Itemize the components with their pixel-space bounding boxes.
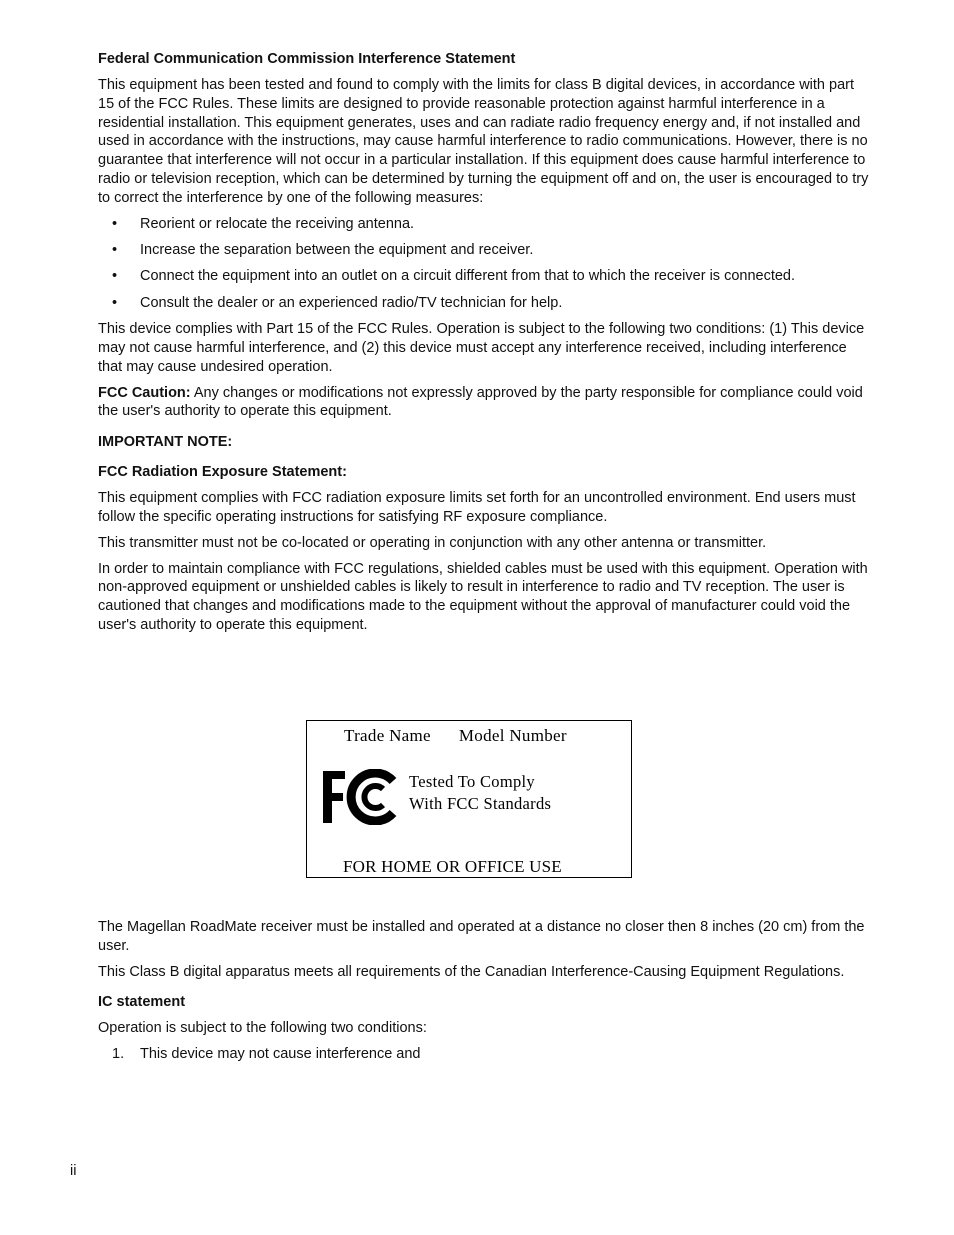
cables-paragraph: In order to maintain compliance with FCC regulations, shielded cables must be used with this equipment. Operation with non-approved equipment or unshielded cables is likely to result in interference to radio and TV reception. The user is cautioned that changes and modifications made to the equipment without the approval of manufacturer could void the user's authority to operate this equipment. — [98, 560, 868, 633]
list-item: • Consult the dealer or an experienced radio/TV technician for help. — [112, 294, 563, 311]
bullet-icon: • — [112, 268, 118, 285]
important-note: IMPORTANT NOTE: — [98, 434, 233, 451]
bullet-icon: • — [112, 294, 118, 311]
fcc-intro: This equipment has been tested and found to comply with the limits for class B digital devices, in accordance with part 15 of the FCC Rules. These limits are designed to provide reasonable protection against harmful interference in a residential installation. This equipment generates, uses and can radiate radio frequency energy and, if not installed and used in accordance with the instructions, may cause harmful interference to radio communications. However, there is no guarantee that interference will not occur in a particular installation. If this equipment does cause harmful interference to radio or television reception, which can be determined by turning the equipment off and on, the user is encouraged to try to correct the interference by one of the following measures: — [98, 77, 869, 206]
page-number: ii — [70, 1163, 77, 1179]
caution-label: FCC Caution: — [98, 384, 191, 401]
canada-paragraph: This Class B digital apparatus meets all requirements of the Canadian Interference-Causing Equipment Regulations. — [98, 963, 845, 980]
label-header — [344, 726, 567, 746]
measures-list — [98, 215, 870, 313]
fcc-logo-icon — [323, 769, 397, 825]
home-office-text: FOR HOME OR OFFICE USE — [343, 857, 562, 876]
tested-line-2: With FCC Standards — [409, 794, 552, 813]
list-item: • Connect the equipment into an outlet on a circuit different from that to which the receiver is connected. — [112, 268, 796, 285]
list-item: • Increase the separation between the equipment and receiver. — [112, 241, 534, 258]
model-number: Model Number — [458, 726, 567, 745]
caution-text: Any changes or modifications not expressly approved by the party responsible for compliance could void the user's authority to operate this equipment. — [98, 384, 863, 420]
bullet-icon: • — [112, 241, 118, 258]
ic-heading: IC statement — [98, 994, 186, 1011]
tested-text — [409, 771, 551, 815]
part15-paragraph: This device complies with Part 15 of the FCC Rules. Operation is subject to the following two conditions: (1) This device may not cause harmful interference, and (2) this device must accept any interference received, including interference that may cause undesired operation. — [98, 321, 865, 375]
list-item: 1. This device may not cause interference and — [112, 1046, 421, 1063]
fcc-heading: Federal Communication Commission Interference Statement — [98, 51, 516, 67]
list-item: • Reorient or relocate the receiving antenna. — [112, 215, 415, 232]
bullet-icon: • — [112, 215, 118, 232]
fcc-section — [98, 50, 870, 642]
distance-paragraph: The Magellan RoadMate receiver must be installed and operated at a distance no closer then 8 inches (20 cm) from the user. — [98, 919, 865, 954]
ic-text: Operation is subject to the following two conditions: — [98, 1020, 427, 1037]
item-number: 1. — [112, 1046, 125, 1063]
fcc-compliance-label — [306, 720, 632, 878]
ic-conditions-list — [98, 1045, 870, 1064]
ic-section — [98, 918, 870, 1072]
radiation-paragraph: This equipment complies with FCC radiation exposure limits set forth for an uncontrolled environment. End users must follow the specific operating instructions for satisfying RF exposure compliance. — [98, 490, 856, 525]
tested-line-1: Tested To Comply — [409, 772, 535, 791]
colocate-paragraph: This transmitter must not be co-located or operating in conjunction with any other antenna or transmitter. — [98, 534, 767, 551]
trade-name: Trade Name — [344, 726, 431, 745]
radiation-heading: FCC Radiation Exposure Statement: — [98, 464, 347, 481]
caution-paragraph — [98, 384, 870, 422]
